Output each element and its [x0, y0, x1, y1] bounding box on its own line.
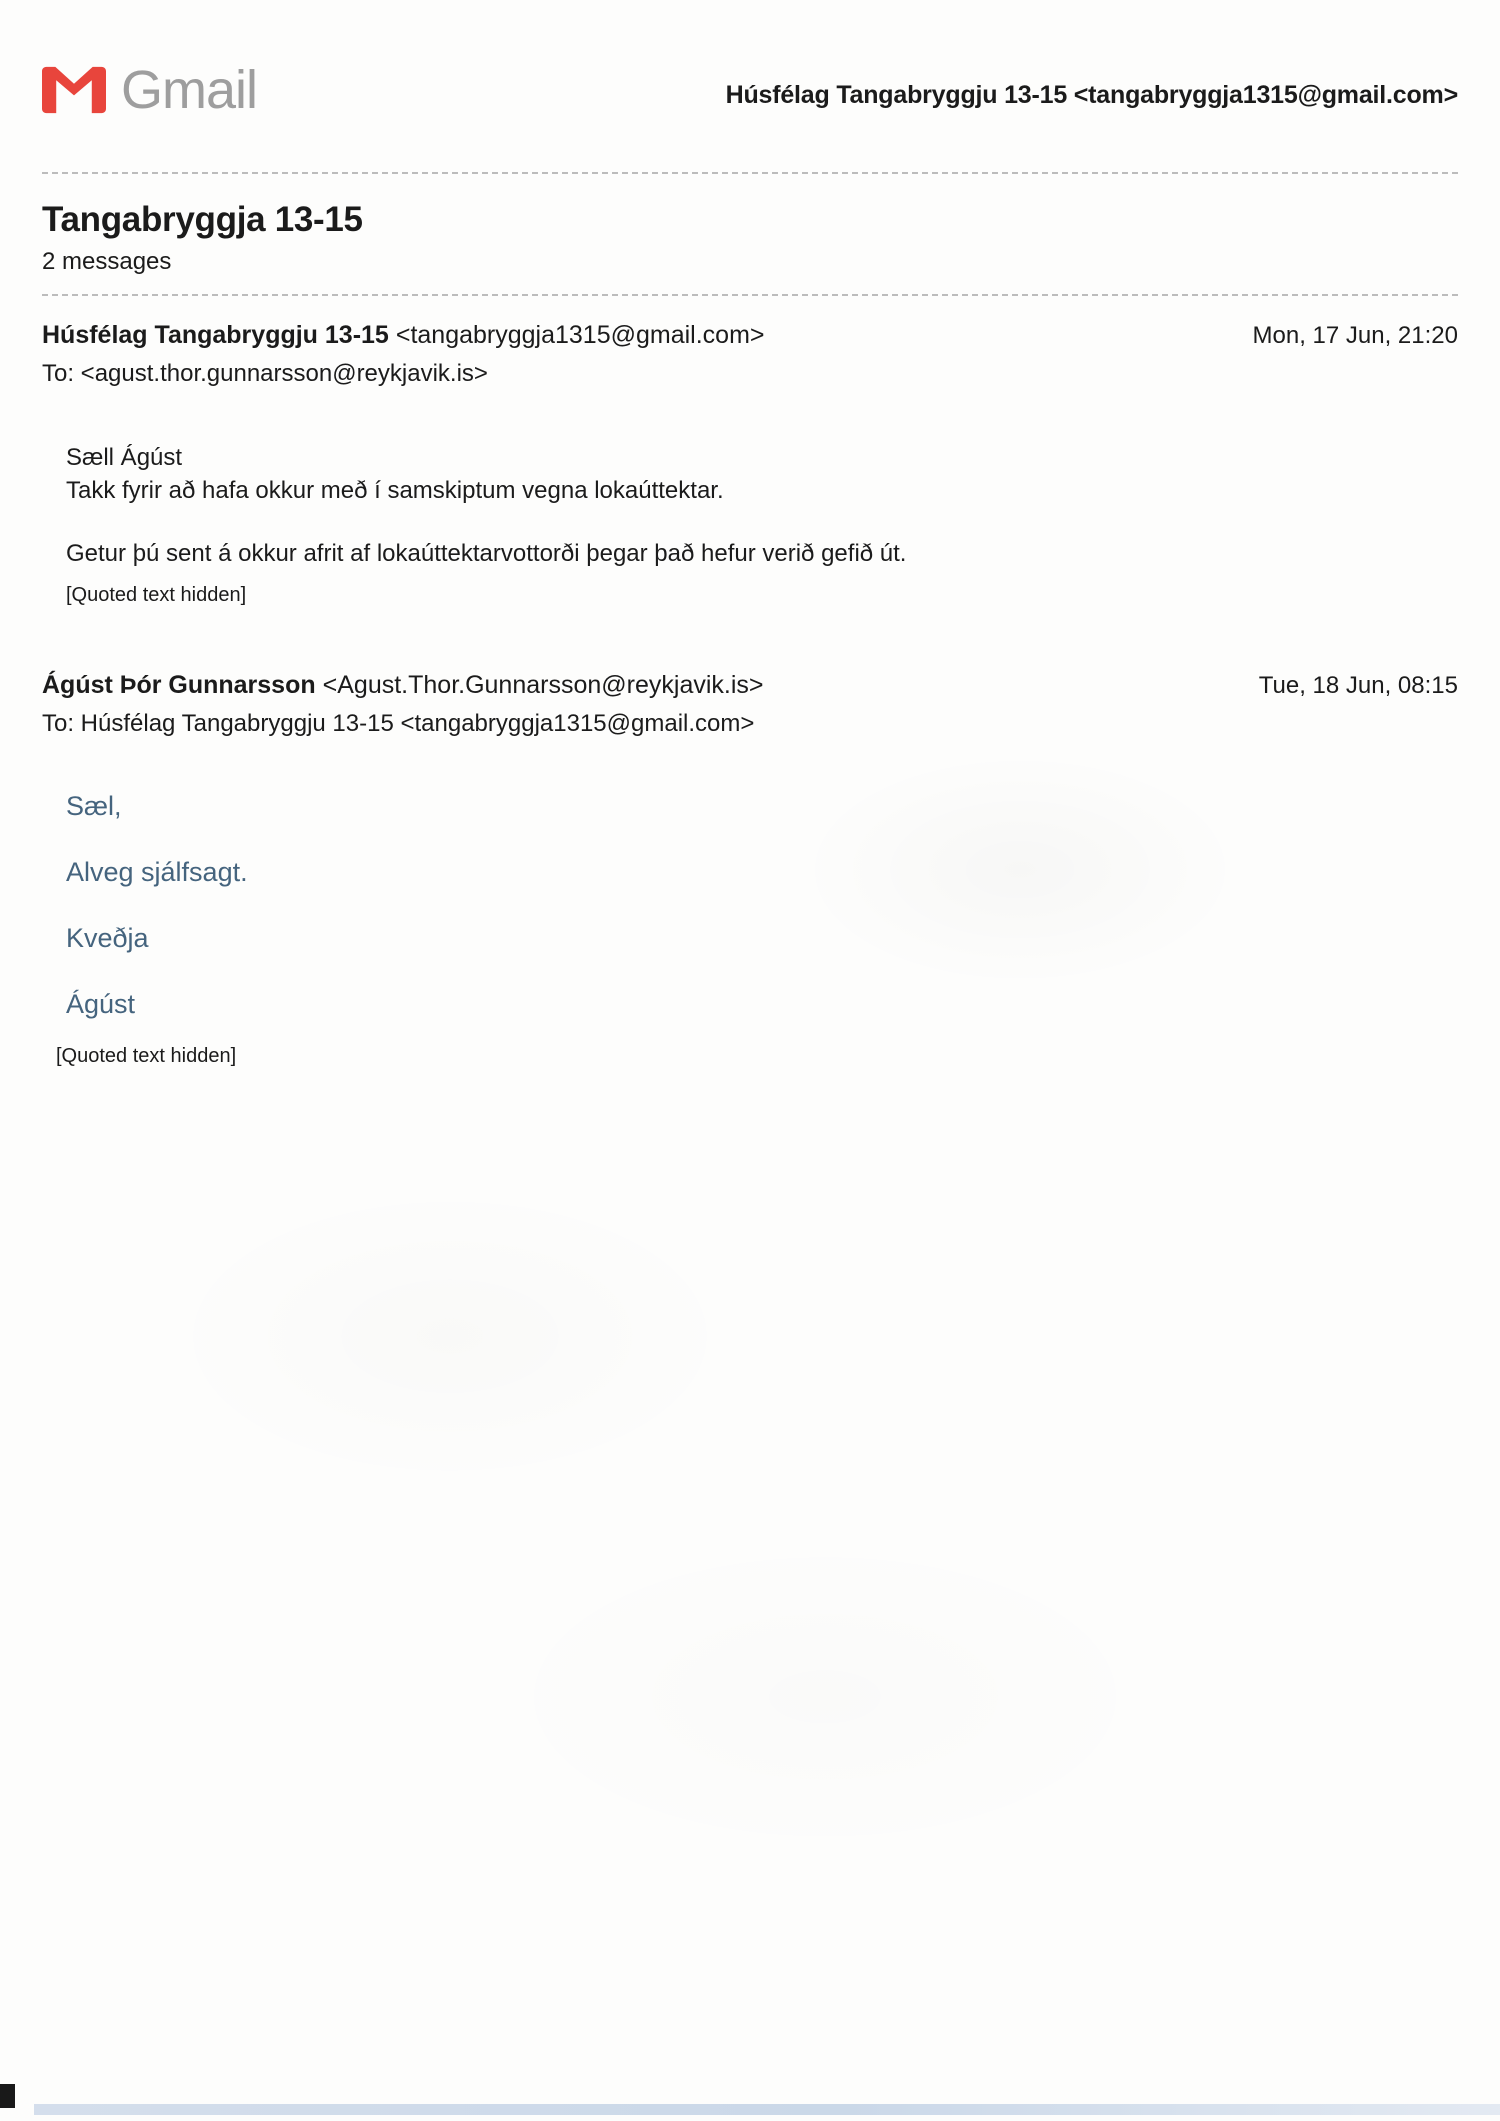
thread-title: Tangabryggja 13-15: [42, 200, 363, 239]
body-line: Alveg sjálfsagt.: [66, 857, 248, 887]
message-date: Mon, 17 Jun, 21:20: [1252, 322, 1458, 349]
body-line: Takk fyrir að hafa okkur með í samskiptum vegna lokaúttektar.: [66, 477, 724, 504]
message-1-body: [66, 441, 1458, 570]
gmail-logo: [42, 62, 257, 118]
separator: [42, 294, 1458, 296]
print-account: Húsfélag Tangabryggju 13-15 <tangabryggja1315@gmail.com>: [725, 80, 1458, 109]
message-date: Tue, 18 Jun, 08:15: [1258, 672, 1458, 699]
sender-name: Húsfélag Tangabryggju 13-15: [42, 321, 389, 349]
body-line: Kveðja: [66, 923, 149, 953]
scan-artifact-strip: [34, 2104, 1500, 2115]
sender-email: <Agust.Thor.Gunnarsson@reykjavik.is>: [322, 671, 764, 699]
recipient-line: To: <agust.thor.gunnarsson@reykjavik.is>: [42, 360, 488, 387]
print-header: [42, 62, 1458, 118]
from-line: [42, 320, 765, 351]
message-1: [42, 320, 1458, 608]
separator: [42, 172, 1458, 174]
message-2-body: [66, 789, 1458, 1021]
body-line: Getur þú sent á okkur afrit af lokaúttektarvottorði þegar það hefur verið gefið út.: [66, 540, 907, 567]
quoted-text-note: [Quoted text hidden]: [66, 584, 247, 606]
sender-name: Ágúst Þór Gunnarsson: [42, 671, 316, 699]
body-line: Sæll Ágúst: [66, 444, 183, 471]
recipient-line: To: Húsfélag Tangabryggju 13-15 <tangabryggja1315@gmail.com>: [42, 710, 755, 737]
from-line: [42, 670, 764, 701]
gmail-wordmark: Gmail: [121, 60, 258, 120]
scan-artifact-mark: [0, 2084, 15, 2108]
gmail-m-icon: [42, 66, 106, 114]
body-line: Ágúst: [66, 989, 136, 1019]
message-2: [42, 670, 1458, 1069]
message-count: 2 messages: [42, 248, 172, 275]
sender-email: <tangabryggja1315@gmail.com>: [395, 321, 765, 349]
message-1-header: [42, 320, 1458, 351]
quoted-text-note: [Quoted text hidden]: [56, 1045, 237, 1067]
body-line: Sæl,: [66, 791, 122, 821]
message-2-header: [42, 670, 1458, 701]
